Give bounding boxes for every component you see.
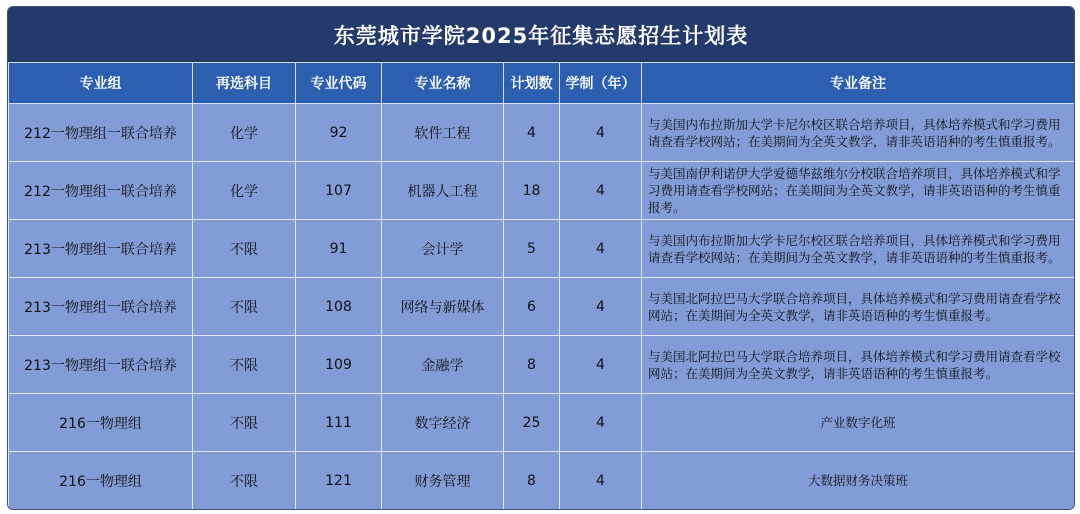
- note-cell: 与美国内布拉斯加大学卡尼尔校区联合培养项目，具体培养模式和学习费用请查看学校网站；在美期间为全英文教学，请非英语语种的考生慎重报考。: [642, 104, 1075, 162]
- note-cell: 与美国北阿拉巴马大学联合培养项目，具体培养模式和学习费用请查看学校网站；在美期间为全英文教学，请非英语语种的考生慎重报考。: [642, 336, 1075, 394]
- table-row: [9, 336, 1075, 394]
- header-name: 专业名称: [382, 63, 504, 104]
- plan-cell: 6: [504, 278, 560, 336]
- plan-cell: 25: [504, 394, 560, 452]
- plan-cell: 4: [504, 104, 560, 162]
- plan-cell: 5: [504, 220, 560, 278]
- group-cell: 216一物理组: [9, 452, 193, 510]
- group-cell: 213一物理组一联合培养: [9, 220, 193, 278]
- subject-cell: 不限: [193, 220, 296, 278]
- subject-cell: 化学: [193, 104, 296, 162]
- name-cell: 机器人工程: [382, 162, 504, 220]
- subject-cell: 化学: [193, 162, 296, 220]
- years-cell: 4: [560, 336, 642, 394]
- header-plan: 计划数: [504, 63, 560, 104]
- table-row: [9, 394, 1075, 452]
- note-cell: 与美国内布拉斯加大学卡尼尔校区联合培养项目，具体培养模式和学习费用请查看学校网站；在美期间为全英文教学，请非英语语种的考生慎重报考。: [642, 220, 1075, 278]
- code-cell: 91: [296, 220, 382, 278]
- code-cell: 111: [296, 394, 382, 452]
- subject-cell: 不限: [193, 452, 296, 510]
- plan-cell: 18: [504, 162, 560, 220]
- header-group: 专业组: [9, 63, 193, 104]
- page-title: 东莞城市学院2025年征集志愿招生计划表: [8, 7, 1074, 62]
- subject-cell: 不限: [193, 336, 296, 394]
- plan-cell: 8: [504, 452, 560, 510]
- header-years: 学制（年）: [560, 63, 642, 104]
- enrollment-plan-card: [7, 6, 1075, 510]
- name-cell: 网络与新媒体: [382, 278, 504, 336]
- code-cell: 121: [296, 452, 382, 510]
- plan-cell: 8: [504, 336, 560, 394]
- group-cell: 213一物理组一联合培养: [9, 336, 193, 394]
- group-cell: 216一物理组: [9, 394, 193, 452]
- subject-cell: 不限: [193, 394, 296, 452]
- years-cell: 4: [560, 452, 642, 510]
- code-cell: 92: [296, 104, 382, 162]
- enrollment-plan-table: [8, 62, 1075, 510]
- subject-cell: 不限: [193, 278, 296, 336]
- years-cell: 4: [560, 104, 642, 162]
- code-cell: 108: [296, 278, 382, 336]
- note-cell: 大数据财务决策班: [642, 452, 1075, 510]
- code-cell: 109: [296, 336, 382, 394]
- table-row: [9, 104, 1075, 162]
- name-cell: 会计学: [382, 220, 504, 278]
- code-cell: 107: [296, 162, 382, 220]
- header-subject: 再选科目: [193, 63, 296, 104]
- note-cell: 与美国南伊利诺伊大学爱德华兹维尔分校联合培养项目，具体培养模式和学习费用请查看学校网站；在美期间为全英文教学，请非英语语种的考生慎重报考。: [642, 162, 1075, 220]
- years-cell: 4: [560, 278, 642, 336]
- name-cell: 软件工程: [382, 104, 504, 162]
- header-note: 专业备注: [642, 63, 1075, 104]
- name-cell: 财务管理: [382, 452, 504, 510]
- table-row: [9, 220, 1075, 278]
- table-header-row: [9, 63, 1075, 104]
- years-cell: 4: [560, 394, 642, 452]
- table-row: [9, 278, 1075, 336]
- group-cell: 212一物理组一联合培养: [9, 104, 193, 162]
- header-code: 专业代码: [296, 63, 382, 104]
- group-cell: 212一物理组一联合培养: [9, 162, 193, 220]
- years-cell: 4: [560, 162, 642, 220]
- note-cell: 产业数字化班: [642, 394, 1075, 452]
- table-row: [9, 452, 1075, 510]
- name-cell: 金融学: [382, 336, 504, 394]
- table-row: [9, 162, 1075, 220]
- note-cell: 与美国北阿拉巴马大学联合培养项目，具体培养模式和学习费用请查看学校网站；在美期间为全英文教学，请非英语语种的考生慎重报考。: [642, 278, 1075, 336]
- years-cell: 4: [560, 220, 642, 278]
- name-cell: 数字经济: [382, 394, 504, 452]
- group-cell: 213一物理组一联合培养: [9, 278, 193, 336]
